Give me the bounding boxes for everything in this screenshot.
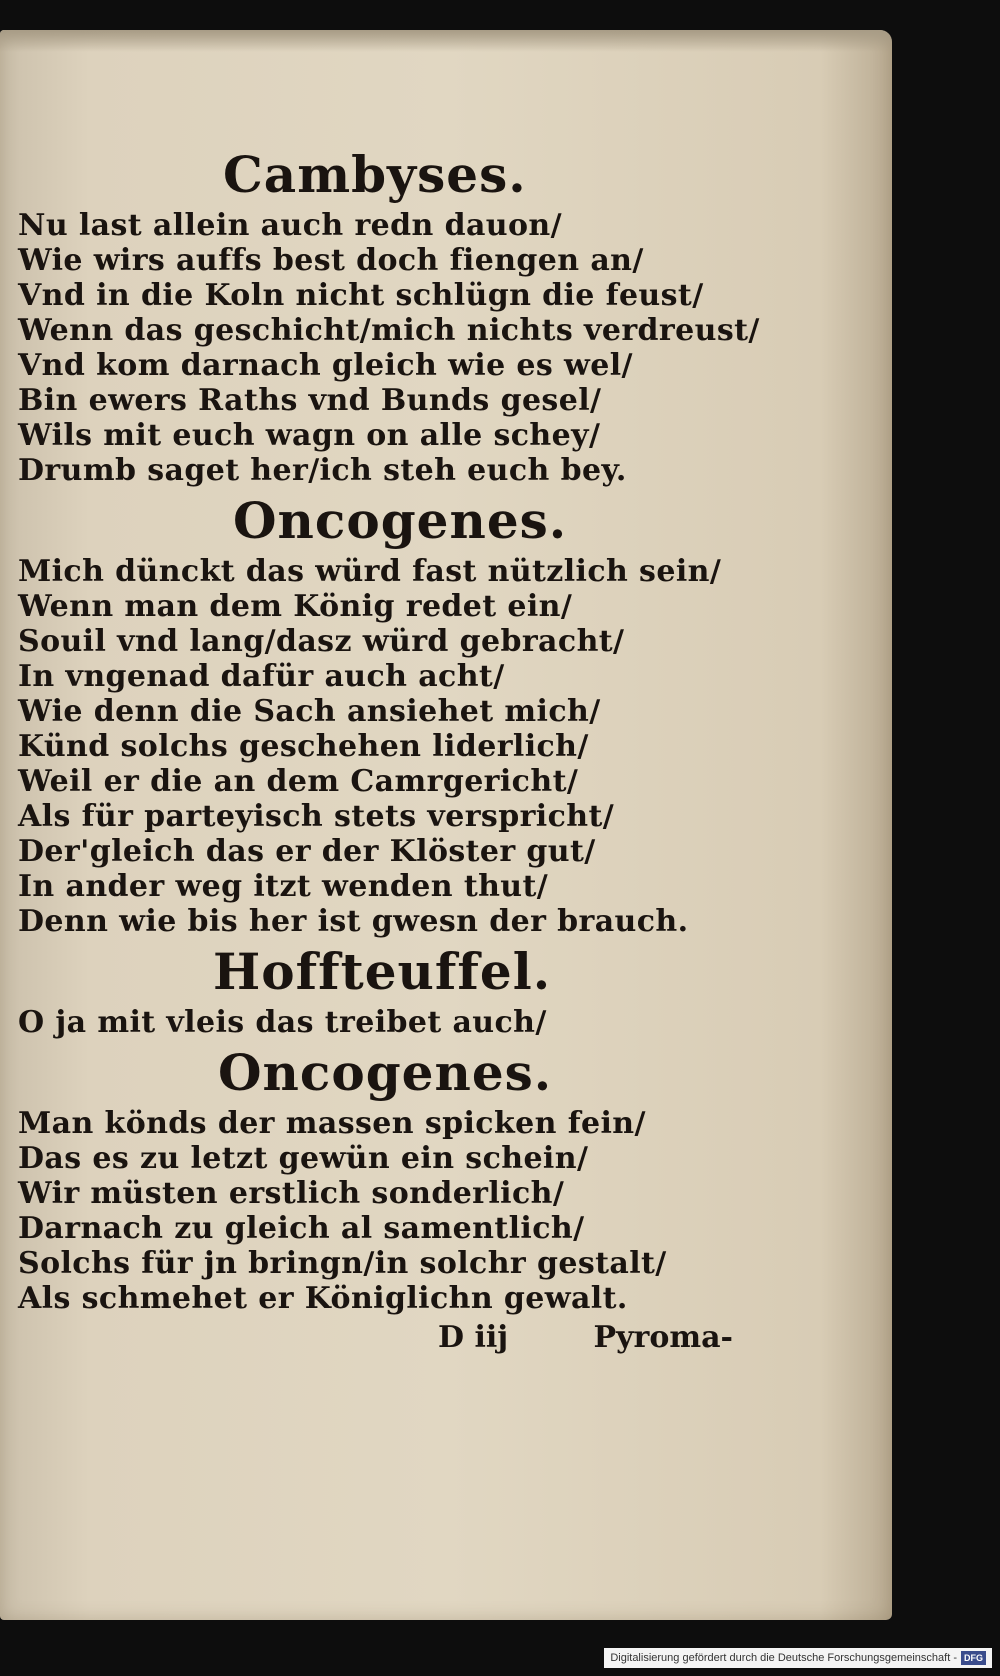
verse-block <box>18 208 838 488</box>
verse-line: Als schmehet er Königlichn gewalt. <box>18 1281 628 1316</box>
verse-line: Wie wirs auffs best doch fiengen an/ <box>18 243 644 278</box>
speaker-heading: Oncogenes. <box>218 1043 553 1102</box>
page-top-edge <box>0 30 892 52</box>
verse-line: In vngenad dafür auch acht/ <box>18 659 505 694</box>
verse-line: Das es zu letzt gewün ein schein/ <box>18 1141 589 1176</box>
catchline <box>18 1316 733 1360</box>
verse-block <box>18 1005 838 1040</box>
verse-line: Darnach zu gleich al samentlich/ <box>18 1211 585 1246</box>
verse-line: In ander weg itzt wenden thut/ <box>18 869 549 904</box>
verse-line: Vnd in die Koln nicht schlügn die feust/ <box>18 278 704 313</box>
dfg-logo: DFG <box>961 1651 986 1665</box>
verse-line: Denn wie bis her ist gwesn der brauch. <box>18 904 689 939</box>
speaker-heading: Hoffteuffel. <box>213 942 552 1001</box>
speaker-heading: Cambyses. <box>223 145 527 204</box>
verse-line: Man könds der massen spicken fein/ <box>18 1106 646 1141</box>
verse-line: Mich dünckt das würd fast nützlich sein/ <box>18 554 722 589</box>
verse-line: Vnd kom darnach gleich wie es wel/ <box>18 348 633 383</box>
verse-line: Drumb saget her/ich steh euch bey. <box>18 453 627 488</box>
verse-block <box>18 554 838 939</box>
verse-line: O ja mit vleis das treibet auch/ <box>18 1005 547 1040</box>
speaker-heading: Oncogenes. <box>233 491 568 550</box>
verse-line: Wie denn die Sach ansiehet mich/ <box>18 694 601 729</box>
verse-line: Künd solchs geschehen liderlich/ <box>18 729 589 764</box>
book-page <box>0 30 892 1620</box>
verse-line: Solchs für jn bringn/in solchr gestalt/ <box>18 1246 667 1281</box>
verse-line: Wenn man dem König redet ein/ <box>18 589 573 624</box>
verse-line: Souil vnd lang/dasz würd gebracht/ <box>18 624 625 659</box>
verse-block <box>18 1106 838 1316</box>
verse-line: Wils mit euch wagn on alle schey/ <box>18 418 601 453</box>
page-text <box>18 142 838 1360</box>
verse-line: Als für parteyisch stets verspricht/ <box>18 799 615 834</box>
verse-line: Weil er die an dem Camrgericht/ <box>18 764 579 799</box>
verse-line: Bin ewers Raths vnd Bunds gesel/ <box>18 383 602 418</box>
catchword: Pyroma- <box>593 1320 733 1355</box>
verse-line: Wir müsten erstlich sonderlich/ <box>18 1176 565 1211</box>
digitization-credit <box>604 1648 992 1668</box>
verse-line: Wenn das geschicht/mich nichts verdreust/ <box>18 313 760 348</box>
verse-line: Nu last allein auch redn dauon/ <box>18 208 562 243</box>
credit-text: Digitalisierung gefördert durch die Deutsche Forschungsgemeinschaft - <box>610 1652 957 1664</box>
verse-line: Der'gleich das er der Klöster gut/ <box>18 834 596 869</box>
signature-mark: D iij <box>438 1320 509 1355</box>
